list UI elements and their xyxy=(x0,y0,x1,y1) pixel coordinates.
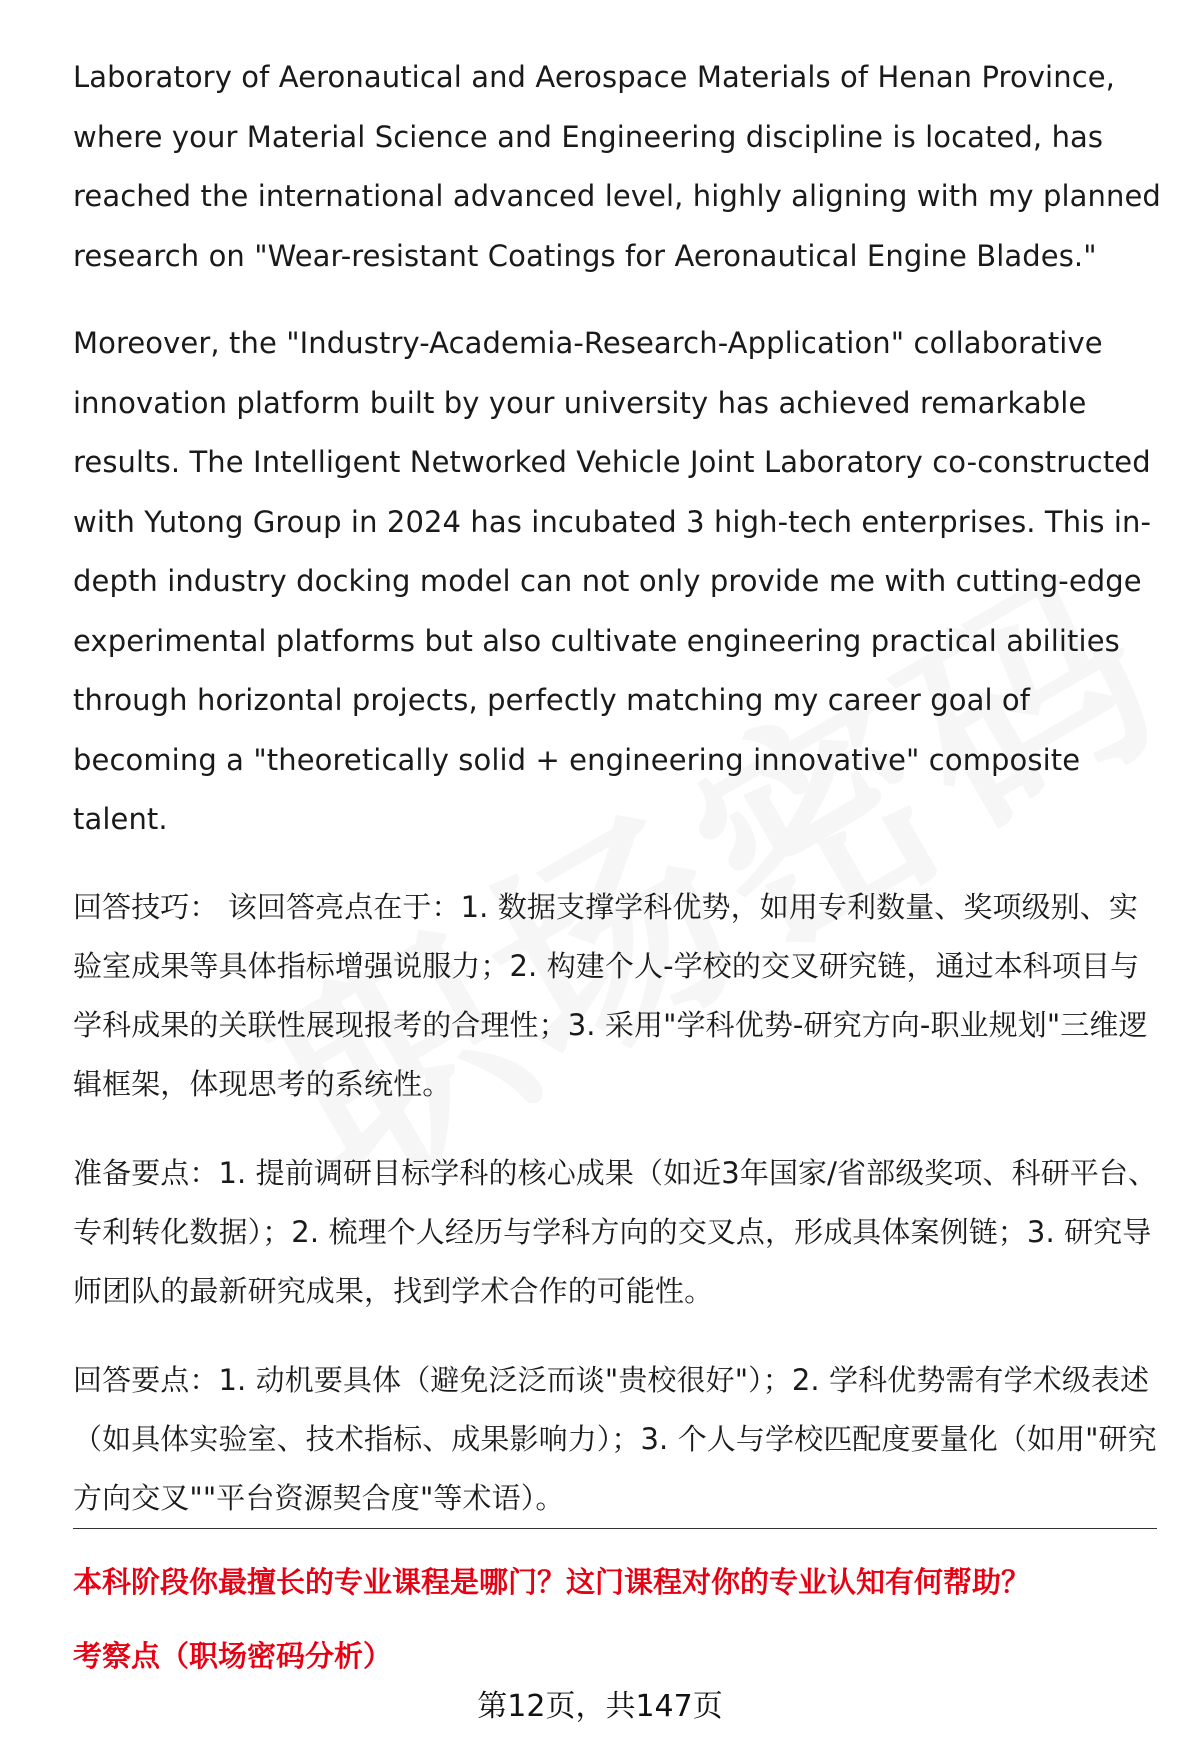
assessment-point-label: 考察点（职场密码分析） xyxy=(73,1639,393,1673)
section-divider xyxy=(73,1528,1157,1529)
paragraph-preparation-points: 准备要点：1. 提前调研目标学科的核心成果（如近3年国家/省部级奖项、科研平台、专利转化数据）；2. 梳理个人经历与学科方向的交叉点，形成具体案例链；3. 研究导师团队的最新研究成果，找到学术合作的可能性。 xyxy=(73,1155,1158,1308)
paragraph-lab-description: Laboratory of Aeronautical and Aerospace Materials of Henan Province, where your Material Science and Engineering discipline is located, has reached the international advanced level, highly aligning with my planned research on "Wear-resistant Coatings for Aeronautical Engine Blades." xyxy=(73,60,1161,273)
paragraph-answer-tips: 回答技巧： 该回答亮点在于：1. 数据支撑学科优势，如用专利数量、奖项级别、实验室成果等具体指标增强说服力；2. 构建个人-学校的交叉研究链，通过本科项目与学科成果的关联性展现报考的合理性；3. 采用"学科优势-研究方向-职业规划"三维逻辑框架，体现思考的系统性。 xyxy=(73,889,1148,1101)
page-number-footer: 第12页，共147页 xyxy=(477,1689,723,1724)
next-question-heading: 本科阶段你最擅长的专业课程是哪门？这门课程对你的专业认知有何帮助？ xyxy=(73,1565,1031,1599)
paragraph-platform-description: Moreover, the "Industry-Academia-Research-Application" collaborative innovation platform built by your university has achieved remarkable results. The Intelligent Networked Vehicle Joint Laboratory co-constructed with Yutong Group in 2024 has incubated 3 high-tech enterprises. This in-depth industry docking model can not only provide me with cutting-edge experimental platforms but also cultivate engineering practical abilities through horizontal projects, perfectly matching my career goal of becoming a "theoretically solid + engineering innovative" composite talent. xyxy=(73,326,1152,836)
document-body xyxy=(73,48,1163,1558)
paragraph-answer-points: 回答要点：1. 动机要具体（避免泛泛而谈"贵校很好"）；2. 学科优势需有学术级表述（如具体实验室、技术指标、成果影响力）；3. 个人与学校匹配度要量化（如用"研究方向交叉""平台资源契合度"等术语）。 xyxy=(73,1362,1157,1515)
